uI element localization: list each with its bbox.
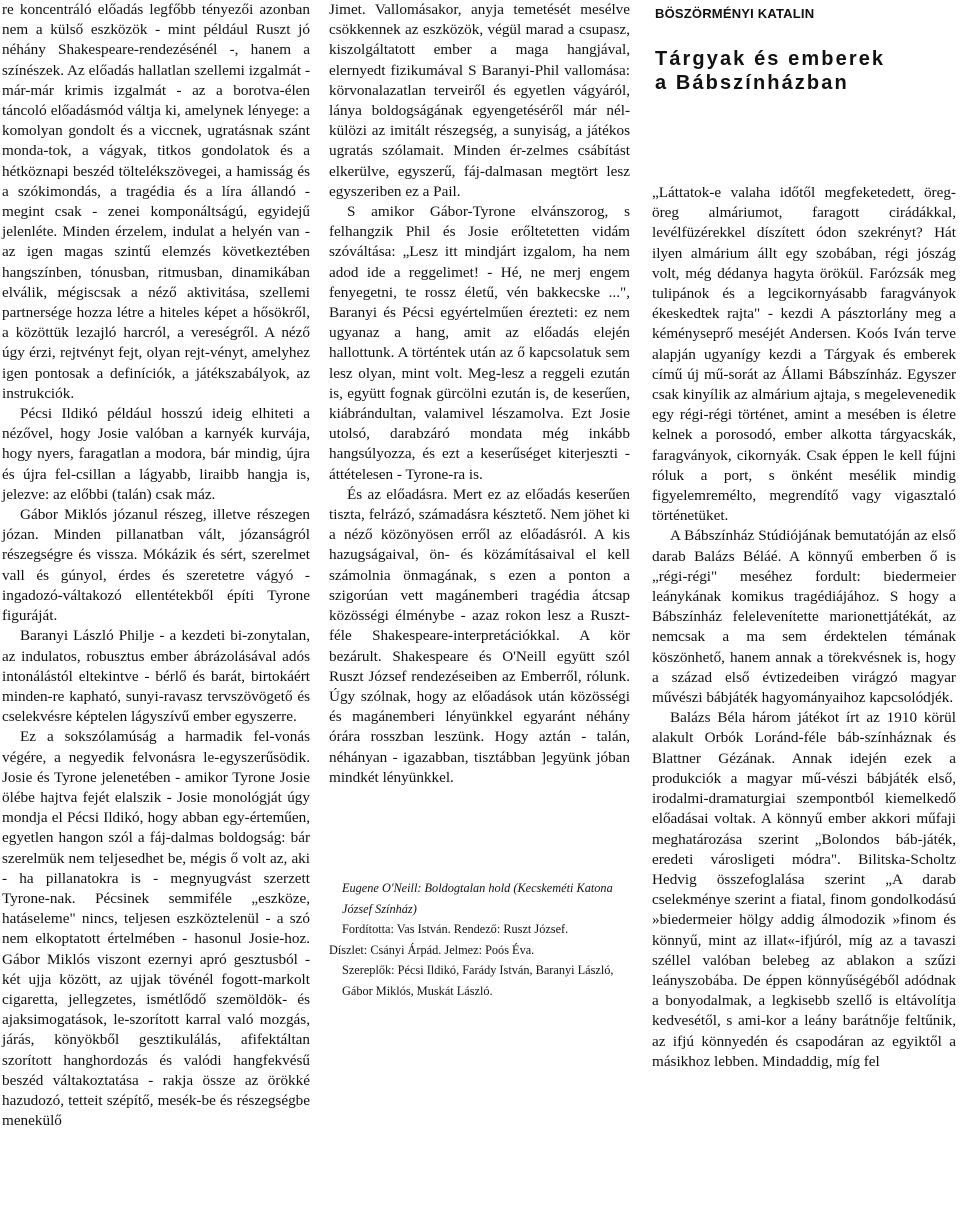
title-line: a Bábszínházban bbox=[655, 72, 849, 94]
paragraph: „Láttatok-e valaha időtől megfeketedett, öreg-öreg almáriumot, faragott cirádákkal, levélfüzérekkel díszített ódon szekrényt? Hát ilyen almárium állt egy szobában, régi jószág volt, még dédanya hagyta örökül. Farózsák meg tulipánok és a legcikornyásabb faragványok ékeskedtek rajta" - kezdi A pásztorlány meg a kéményseprő meséjét Andersen. Koós Iván terve alapján ugyanígy kezdi a Tárgyak és emberek című új mű-sorát az Állami Bábszínház. Egyszer csak kinyílik az almárium ajtaja, s megelevenedik egy régi-régi történet, amint a mesében is életre kelnek a porosodó, ember alkotta tárgyacskák, faragványok, cikornyák. Csak éppen le kell fújni róluk a port, s önként mesélik mindig figyelemremélto, megrendítő vagy vigasztaló történetüket. bbox=[652, 184, 956, 525]
credits-play-title: Eugene O'Neill: Boldogtalan hold (Kecskeméti Katona József Színház) bbox=[342, 881, 613, 916]
credits-cast: Szereplők: Pécsi Ildikó, Farády István, Baranyi László, Gábor Miklós, Muskát László. bbox=[342, 963, 614, 998]
paragraph: Jimet. Vallomásakor, anyja temetését mesélve csökkennek az eszközök, végül marad a csupasz, kiszolgáltatott ember a maga hangjával, elernyedt fizikumával S Baranyi-Phil vallomása: körvonalazatlan terveiről és egyetlen vágyáról, lánya boldogságának egyengetéséről már nél-külözi az imitált részegség, a sunyiság, a játékos ugratás szólamait. Minden ér-zelmes csábítást elkerülve, egyszerű, fáj-dalmasan megtört lesz egyszeriben ez a Pail. bbox=[329, 1, 630, 200]
paragraph: re koncentráló előadás legfőbb tényezői azonban nem a külső eszközök - mint például Ruszt jó néhány Shakespeare-rendezésénél -, hanem a színészek. Az előadás hallatlan szellemi izgalmát - már-már krimis izgalmát - az a borotva-élen táncoló előadásmód váltja ki, amelynek lényege: a komolyan gondolt és a viccnek, ugratásnak szánt monda-tok, a vágyak, titkos gondolatok és a hétköznapi beszéd töltelékszövegei, a hamisság és a szókimondás, a tragédia és a líra állandó - megint csak - zenei komponáltságú, egyidejű jelenléte. Minden érzelem, indulat a helyén van - az igen magas szintű elemzés következtében hangszínben, tónusban, ritmusban, dinamikában elválik, mégiscsak a néző aktivitása, szellemi partnersége hozza létre a hiteles képet a hősökről, a közöttük lezajló harcról, a vereségről. A néző úgy érzi, rejtvényt fejt, olyan rejt-vényt, amelyhez igen pontosak a definíciók, a játékszabályok, az instrukciók. bbox=[2, 1, 310, 402]
text-column-middle bbox=[329, 0, 630, 788]
paragraph: S amikor Gábor-Tyrone elvánszorog, s felhangzik Phil és Josie erőltetetten vidám szóváltása: „Lesz itt mindjárt izgalom, ha nem adod ide a reggelimet! - Hé, ne merj engem fenyegetni, te rossz életű, vén bakkecske ...", Baranyi és Pécsi egyértelműen érezteti: ez nem ugyanaz a hang, amit az előadás elején hallottunk. A történtek után az ő kapcsolatuk sem lesz olyan, mint volt. Meg-lesz a reggeli ezután is, együtt fognak gürcölni ezután is, de keserűen, kiábrándultan, valamivel lészamolva. Ezt Josie utolsó, darabzáró mondata még inkább hangsúlyozza, és ezt a keserűséget kiterjeszti - áttételesen - Tyrone-ra is. bbox=[329, 203, 630, 483]
production-credits bbox=[329, 878, 634, 1001]
credits-set-costume: Díszlet: Csányi Árpád. Jelmez: Poós Éva. bbox=[329, 942, 535, 957]
paragraph: Pécsi Ildikó például hosszú ideig elhiteti a nézővel, hogy Josie valóban a karnyék kurvája, hogy nyers, faragatlan a modora, bár mindig, újra és újra fel-csillan a lágyabb, liraibb hangja is, jelezve: az előbbi (talán) csak máz. bbox=[2, 405, 310, 503]
paragraph: Balázs Béla három játékot írt az 1910 körül alakult Orbók Loránd-féle báb-színháznak és Blattner Gézának. Annak idején ezek a produkciók a magyar mű-vészi bábjáték első, irodalmi-dramaturgiai szempontból kiemelkedő előadásai voltak. A könnyű ember akkori műfaji meghatározása szerint „Bolondos báb-játék, eredeti városligeti módra". Bilitska-Scholtz Hedvig összefoglalása szerint „A darab cselekménye szerint a fiatal, finom gondolkodású »biedermeier hölgy addig álmodozik »finom és könnyű, mint az illat«-ifjúról, míg az a tavaszi széllel valóban belebeg az ablakon a szűzi leányszobába. De éppen könnyűségéből adódnak a bonyodalmak, a legkisebb szellő is eltávolítja kedvesétől, s ami-kor a leány barátnője feltűnik, az ifjú könnyedén és csapodáran az egyiktől a másikhoz lebben. Mindaddig, míg fel bbox=[652, 709, 956, 1070]
credits-translator-director: Fordította: Vas István. Rendező: Ruszt József. bbox=[342, 922, 569, 936]
paragraph: Gábor Miklós józanul részeg, illetve részegen józan. Minden pillanatban vált, józanságról részegségre és vissza. Mókázik és sért, szerelmet vall és gúnyol, érdes és szeretetre vágyó - ingadozó-váltakozó ellentétekből építi Tyrone figuráját. bbox=[2, 506, 310, 625]
paragraph: Ez a sokszólamúság a harmadik fel-vonás végére, a negyedik felvonásra le-egyszerűsödik. Josie és Tyrone jelenetében - amikor Tyrone Josie ölébe hajtva fejét elalszik - Josie monológját úgy mondja el Pécsi Ildikó, hogy abban egy-érteműen, egyetlen hangon szól a fáj-dalmas boldogság: bár szerelmük nem teljesedhet be, mégis ő volt az, aki - ha pillanatokra is - megnyugvást szerzett Tyrone-nak. Pécsinek semmiféle „eszköze, hatáseleme" nincs, teljesen eszköztelenül - a szó nem elkoptatott értelmében - hasonul Josie-hoz. Gábor Miklós viszont ezernyi apró gesztusból - két ujja között, az ujjak tövénél fogott-markolt cigaretta, jellegzetes, ismétlődő szemöldök- és ajaksimogatások, le-szorított karral való mozgás, járás, könyökből gesztikulálás, afifektáltan szorított hanghordozás és valódi hangfekvésű beszéd váltakoztatása - rakja össze az örökké hazudozó, tetteit szépítő, mesék-be és részegségbe menekülő bbox=[2, 728, 310, 1130]
paragraph: A Bábszínház Stúdiójának bemutatóján az első darab Balázs Béláé. A könnyű emberben ő is „régi-régi" meséhez fordult: biedermeier leánykának komikus tragédiájához. S hogy a Bábszínház felelevenítette marionettjátékát, az nemcsak a ma sem érdektelen témának köszönhető, hanem annak a törekvésnek is, hogy a század első évtizedeiben virágzó magyar művészi bábjáték hagyományaihoz kapcsolódjék. bbox=[652, 527, 956, 707]
title-line: Tárgyak és emberek bbox=[655, 48, 886, 70]
text-column-left bbox=[2, 0, 310, 1131]
article-title bbox=[655, 47, 955, 95]
text-column-right bbox=[652, 183, 956, 1072]
paragraph: Baranyi László Philje - a kezdeti bi-zonytalan, az indulatos, robusztus ember ábrázolásával adós intonálástól eltekintve - bérlő és barát, birtokáért minden-re kapható, sunyi-ravasz tervszövögető és cselekvésre képtelen lágyszívű ember egyszerre. bbox=[2, 627, 310, 726]
article-author: BÖSZÖRMÉNYI KATALIN bbox=[655, 6, 815, 21]
paragraph: És az előadásra. Mert ez az előadás keserűen tiszta, felrázó, számadásra késztető. Nem jöhet ki a néző közönyösen erről az előadásról. A kis hazugságaival, ön- és közámításaival el kell számolnia önmagának, s ezen a ponton a szigorúan vett magánemberi tragédia átcsap közösségi élménybe - azaz rokon lesz a Ruszt-féle Shakespeare-interpretációkkal. A kör bezárult. Shakespeare és O'Neill együtt szól Ruszt József rendezéseiben az Emberről, rólunk. Úgy szólnak, hogy az előadások után közösségi és magánemberi lényünkkel egyaránt néhány órára rosszban leszünk. Hogy aztán - talán, néhányan - igazabban, tisztábban ]együnk jóban mindkét lényünkkel. bbox=[329, 485, 630, 786]
